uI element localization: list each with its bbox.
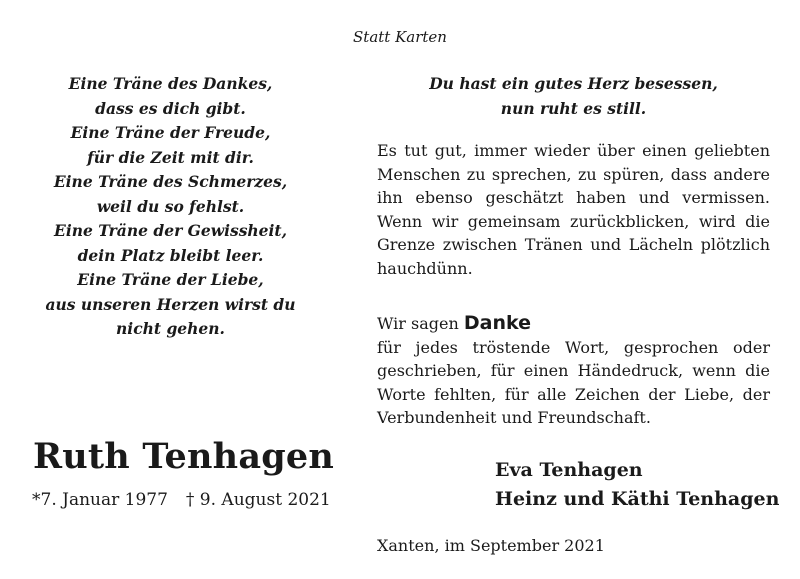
motto	[377, 72, 770, 121]
poem-line: Eine Träne der Liebe,	[77, 270, 264, 289]
poem-line: für die Zeit mit dir.	[87, 147, 254, 167]
deceased-name: Ruth Tenhagen	[33, 436, 334, 477]
life-dates	[32, 490, 331, 510]
thanks-intro: Wir sagen	[377, 314, 459, 333]
thanks-intro-line	[377, 312, 770, 336]
poem-line: Eine Träne des Schmerzes,	[53, 172, 288, 191]
header-statt-karten: Statt Karten	[353, 28, 447, 46]
thanks-paragraph-2	[377, 312, 770, 430]
motto-line: nun ruht es still.	[500, 98, 647, 118]
poem-line: dass es dich gibt.	[95, 98, 246, 118]
poem-line: nicht gehen.	[116, 319, 225, 338]
birth-date: *7. Januar 1977	[32, 490, 168, 510]
thanks-paragraph-1: Es tut gut, immer wieder über einen geliebten Menschen zu sprechen, zu spüren, dass andere ihn ebenso geschätzt haben und vermissen. Wenn wir gemeinsam zurückblicken, wird die Grenze zwischen Tränen und Lächeln plötzlich hauchdünn.	[377, 141, 770, 278]
death-date: † 9. August 2021	[185, 490, 331, 510]
poem-line: Eine Träne des Dankes,	[68, 74, 273, 93]
poem-line: weil du so fehlst.	[96, 196, 245, 216]
poem-line: Eine Träne der Freude,	[70, 123, 271, 142]
poem-line: dein Platz bleibt leer.	[77, 245, 264, 265]
signer: Eva Tenhagen	[495, 459, 643, 481]
signer: Heinz und Käthi Tenhagen	[495, 488, 780, 510]
thanks-text: für jedes tröstende Wort, gesprochen oder geschrieben, für einen Händedruck, wenn die Worte fehlten, für alle Zeichen der Liebe, der Verbundenheit und Freundschaft.	[377, 337, 770, 427]
poem-line: Eine Träne der Gewissheit,	[54, 221, 287, 240]
place-date: Xanten, im September 2021	[377, 536, 605, 555]
poem-line: aus unseren Herzen wirst du	[45, 294, 296, 314]
danke-word: Danke	[463, 312, 532, 334]
signers	[495, 456, 779, 514]
motto-line: Du hast ein gutes Herz besessen,	[429, 74, 718, 93]
poem	[38, 72, 303, 342]
